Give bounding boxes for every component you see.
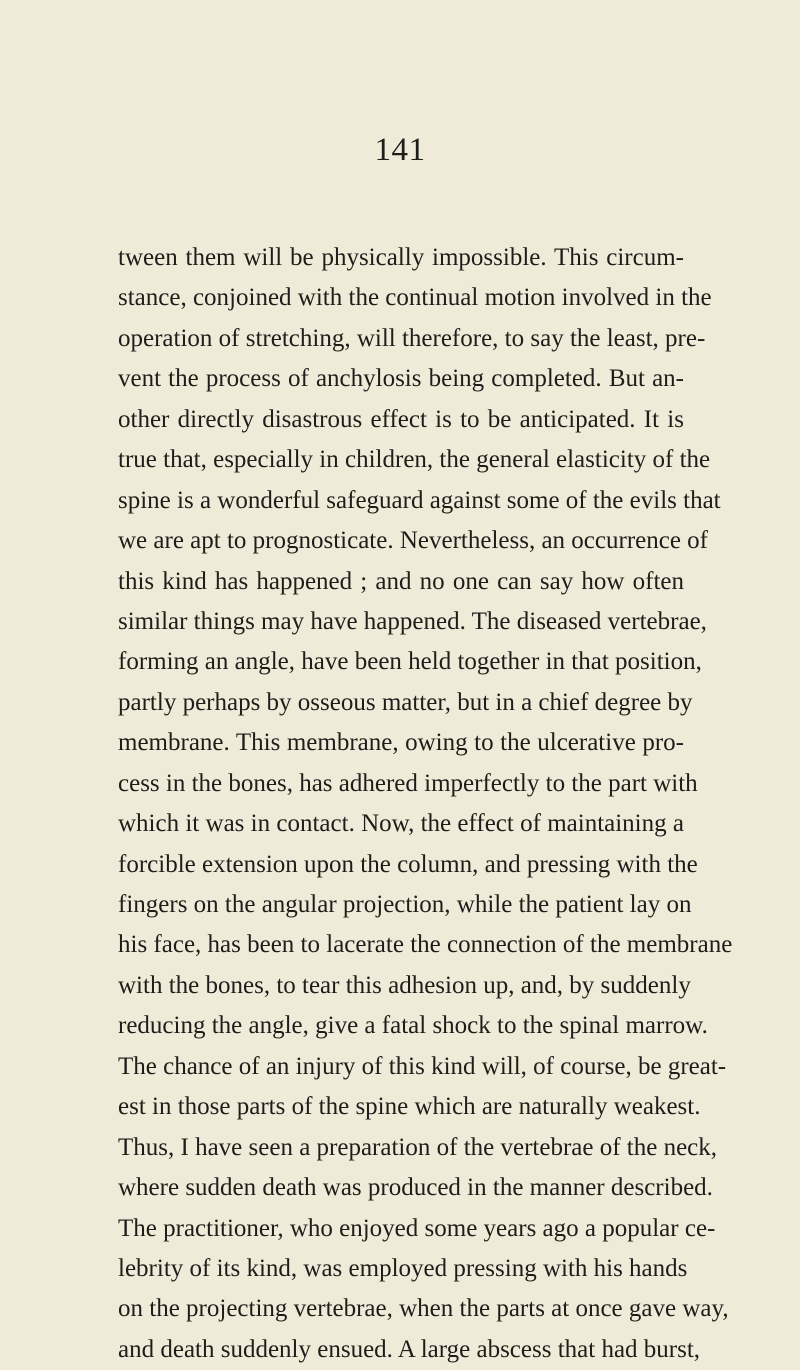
text-line: partly perhaps by osseous matter, but in a chief degree by (118, 688, 693, 716)
text-line: similar things may have happened. The diseased vertebrae, (118, 607, 707, 635)
body-text (118, 238, 733, 1370)
text-line: with the bones, to tear this adhesion up, and, by suddenly (118, 971, 691, 999)
text-line: which it was in contact. Now, the effect of maintaining a (118, 810, 684, 838)
text-line: tween them will be physically impossible. This circum- (118, 244, 684, 271)
text-line: cess in the bones, has adhered imperfectly to the part with (118, 769, 698, 797)
text-line: where sudden death was produced in the manner described. (118, 1174, 713, 1202)
text-line: spine is a wonderful safeguard against some of the evils that (118, 486, 721, 514)
text-line: this kind has happened ; and no one can say how often (118, 567, 684, 595)
text-line: Thus, I have seen a preparation of the vertebrae of the neck, (118, 1133, 718, 1161)
text-line: fingers on the angular projection, while the patient lay on (118, 891, 692, 918)
text-line: est in those parts of the spine which are naturally weakest. (118, 1093, 701, 1121)
text-line: operation of stretching, will therefore, to say the least, pre- (118, 324, 706, 352)
text-line: we are apt to prognosticate. Nevertheless, an occurrence of (118, 527, 709, 555)
text-line: stance, conjoined with the continual motion involved in the (118, 284, 712, 312)
text-line: The chance of an injury of this kind will, of course, be great- (118, 1052, 727, 1080)
text-line: forming an angle, have been held together in that position, (118, 648, 702, 676)
text-line: other directly disastrous effect is to be anticipated. It is (118, 405, 684, 433)
text-line: vent the process of anchylosis being completed. But an- (118, 365, 684, 393)
text-line: and death suddenly ensued. A large abscess that had burst, (118, 1335, 701, 1363)
text-line: reducing the angle, give a fatal shock to the spinal marrow. (118, 1012, 708, 1040)
page-number: 141 (374, 132, 426, 168)
text-line: true that, especially in children, the general elasticity of the (118, 446, 711, 474)
text-line: on the projecting vertebrae, when the parts at once gave way, (118, 1295, 729, 1323)
text-line: The practitioner, who enjoyed some years ago a popular ce- (118, 1214, 716, 1242)
text-line: membrane. This membrane, owing to the ulcerative pro- (118, 729, 684, 757)
text-line: his face, has been to lacerate the connection of the membrane (118, 931, 733, 959)
text-line: forcible extension upon the column, and pressing with the (118, 850, 698, 878)
text-line: lebrity of its kind, was employed pressing with his hands (118, 1254, 688, 1282)
